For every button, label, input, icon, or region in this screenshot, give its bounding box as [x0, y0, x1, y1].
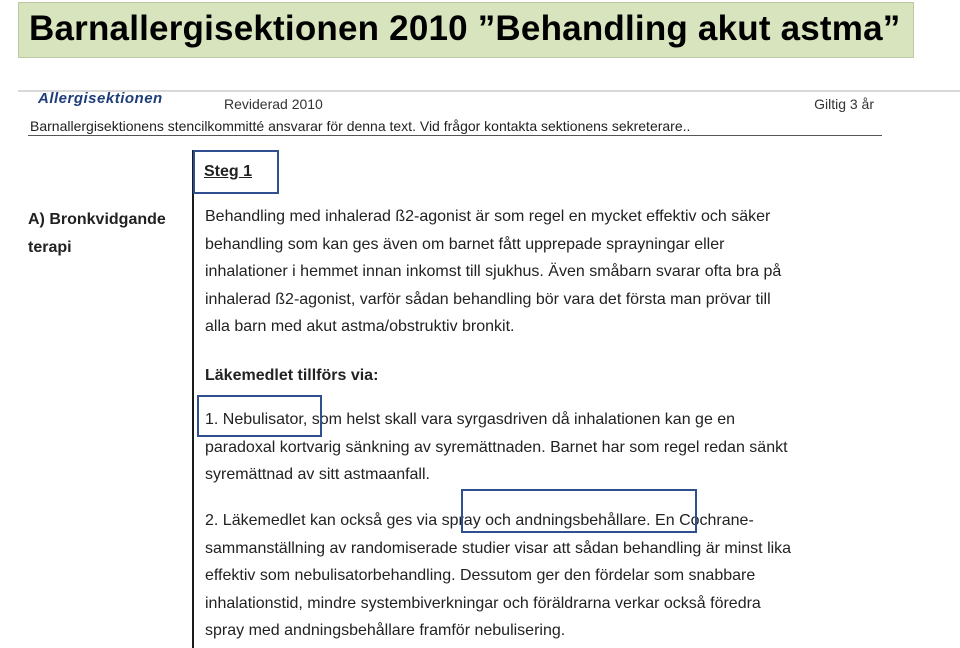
text-line: inhalationstid, mindre systembiverkningar och föräldrarna verkar också föredra: [205, 594, 761, 612]
text-line: 1. Nebulisator, som helst skall vara syrgasdriven då inhalationen kan ge en: [205, 411, 736, 428]
nebulizer-highlight-box: [197, 395, 322, 437]
organization-logo: Allergisektionen: [38, 90, 163, 107]
text-line: 2. Läkemedlet kan också ges via spray och andningsbehållare. En Cochrane-: [205, 512, 754, 529]
text-line: syremättnad av sitt astmaanfall.: [205, 466, 430, 483]
intro-paragraph: [205, 203, 781, 341]
text-line: sammanställning av randomiserade studier visar att sådan behandling är minst lika: [205, 539, 792, 557]
spray-highlight-box: [461, 489, 697, 533]
text-line: effektiv som nebulisatorbehandling. Dessutom ger den fördelar som snabbare: [205, 567, 756, 584]
committee-note: Barnallergisektionens stencilkommitté ansvarar för denna text. Vid frågor kontakta sektionens sekreterare..: [30, 118, 691, 134]
text-line: paradoxal kortvarig sänkning av syremättnaden. Barnet har som regel redan sänkt: [205, 438, 788, 456]
text-line: Behandling med inhalerad ß2-agonist är som regel en mycket effektiv och säker: [205, 208, 771, 225]
header-divider: [28, 135, 882, 136]
step-label: Steg 1: [204, 163, 253, 180]
text-line: inhalationer i hemmet innan inkomst till sjukhus. Även småbarn svarar ofta bra på: [205, 263, 782, 280]
text-line: spray med andningsbehållare framför nebulisering.: [205, 622, 566, 639]
text-line: inhalerad ß2-agonist, varför sådan behandling bör vara det första man prövar till: [205, 290, 771, 308]
section-label-line: terapi: [28, 239, 72, 256]
validity-period: Giltig 3 år: [814, 96, 874, 112]
delivery-heading: Läkemedlet tillförs via:: [205, 367, 379, 384]
slide-title: Barnallergisektionen 2010 ”Behandling akut astma”: [29, 9, 901, 48]
text-line: alla barn med akut astma/obstruktiv bronkit.: [205, 318, 515, 335]
revised-date: Reviderad 2010: [224, 96, 323, 112]
column-divider: [192, 150, 194, 648]
text-line: behandling som kan ges även om barnet fått upprepade sprayningar eller: [205, 235, 725, 253]
slide-title-bar: [18, 2, 914, 58]
section-label: [28, 206, 188, 262]
section-label-line: A) Bronkvidgande: [28, 211, 166, 228]
